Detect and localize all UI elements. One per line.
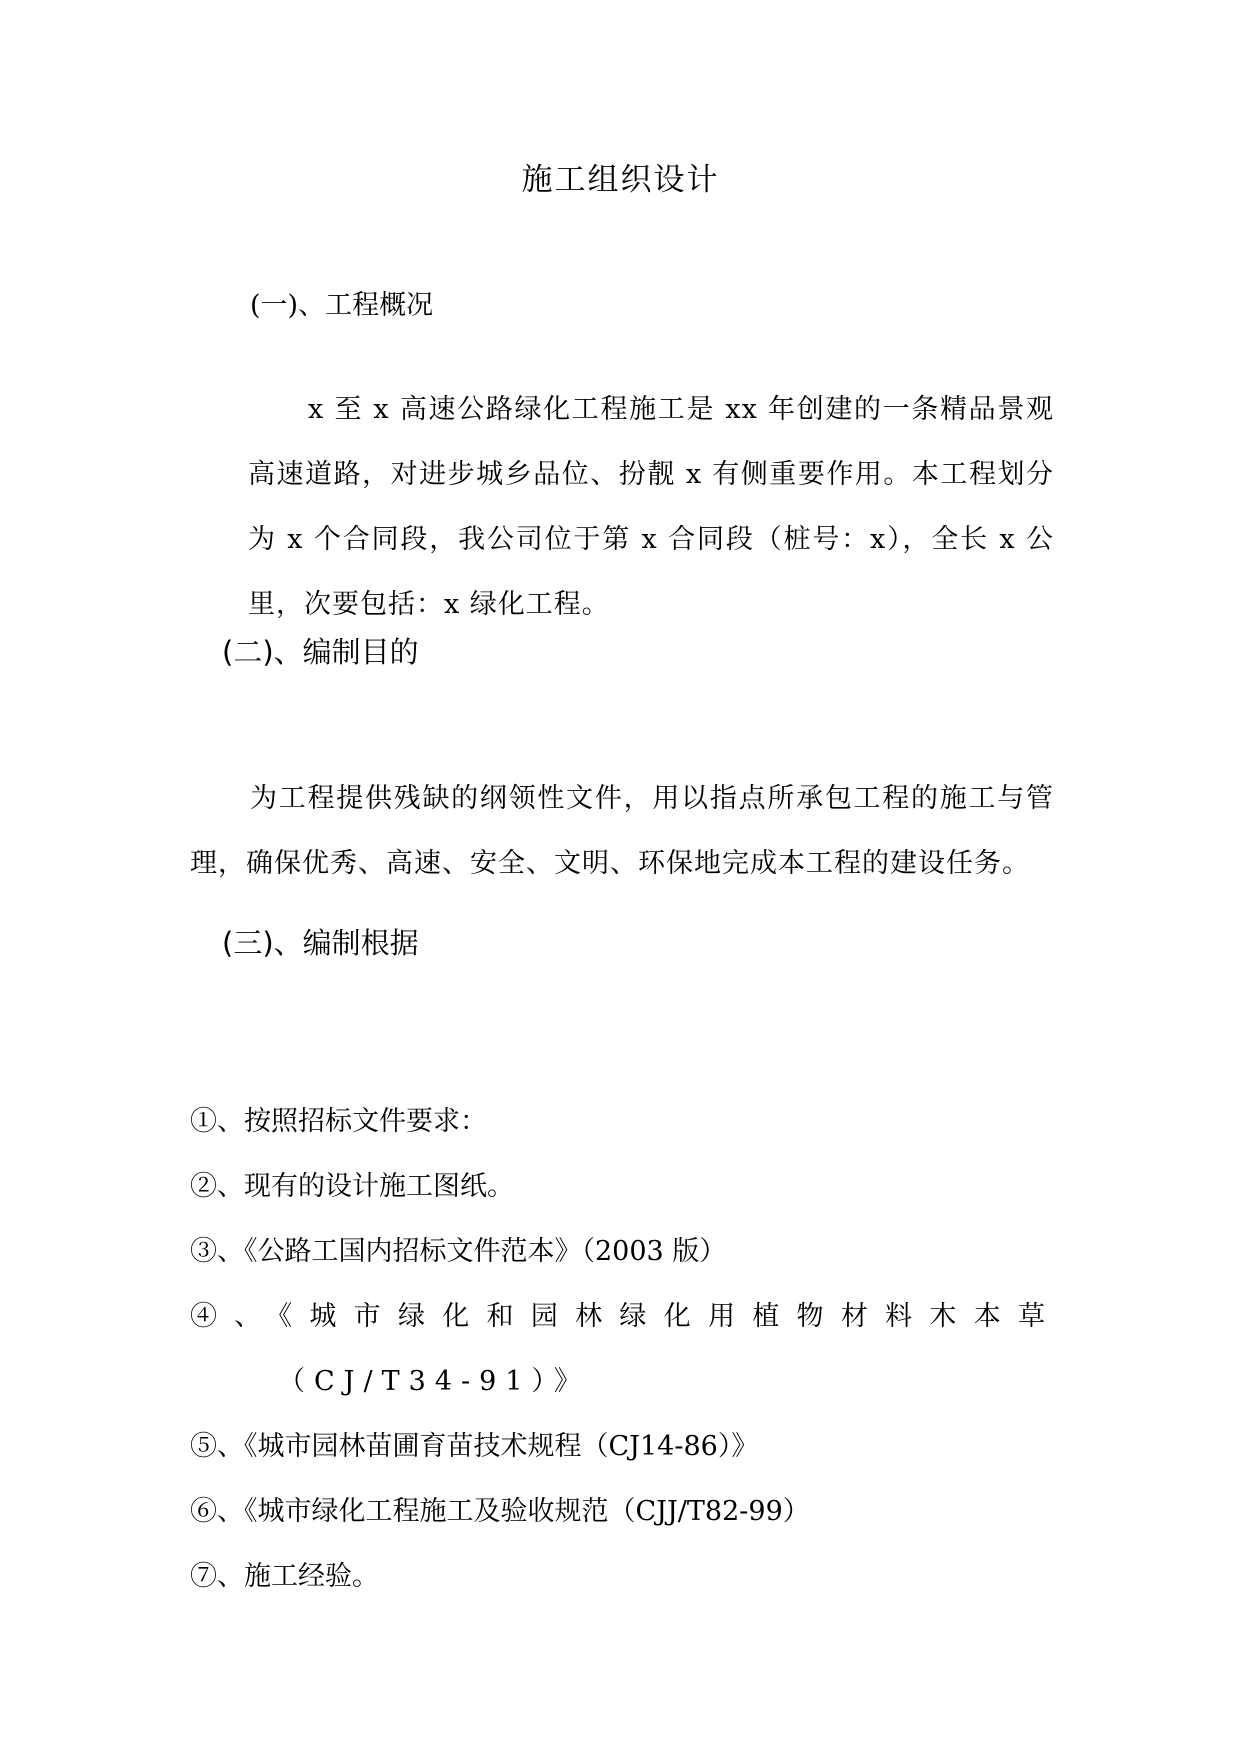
overview-paragraph: x 至 x 高速公路绿化工程施工是 xx 年创建的一条精品景观高速道路，对进步城乡品位、扮靓 x 有侧重要作用。本工程划分为 x 个合同段，我公司位于第 x 合同段（桩号：x），全长 x 公里，次要包括：x 绿化工程。 xyxy=(248,394,1054,620)
basis-item: ⑦、施工经验。 xyxy=(190,1561,379,1592)
basis-item: ③、《公路工国内招标文件范本》（2003 版） xyxy=(190,1236,727,1267)
section-heading-basis: (三)、编制根据 xyxy=(222,926,419,960)
basis-item: ④、《城市绿化和园林绿化用植物材料木本草（CJ/T34-91）》 xyxy=(190,1301,1054,1397)
document-title: 施工组织设计 xyxy=(521,162,720,198)
section-heading-overview: (一)、工程概况 xyxy=(250,290,434,321)
section-heading-purpose: (二)、编制目的 xyxy=(222,635,419,669)
basis-item: ⑥、《城市绿化工程施工及验收规范（CJJ/T82-99） xyxy=(190,1496,810,1527)
basis-item: ①、按照招标文件要求： xyxy=(190,1106,487,1137)
basis-list xyxy=(190,1089,1054,1609)
basis-item: ②、现有的设计施工图纸。 xyxy=(190,1171,514,1202)
basis-item: ⑤、《城市园林苗圃育苗技术规程（CJ14-86）》 xyxy=(190,1431,759,1462)
purpose-paragraph: 为工程提供残缺的纲领性文件，用以指点所承包工程的施工与管理，确保优秀、高速、安全、文明、环保地完成本工程的建设任务。 xyxy=(190,783,1054,879)
